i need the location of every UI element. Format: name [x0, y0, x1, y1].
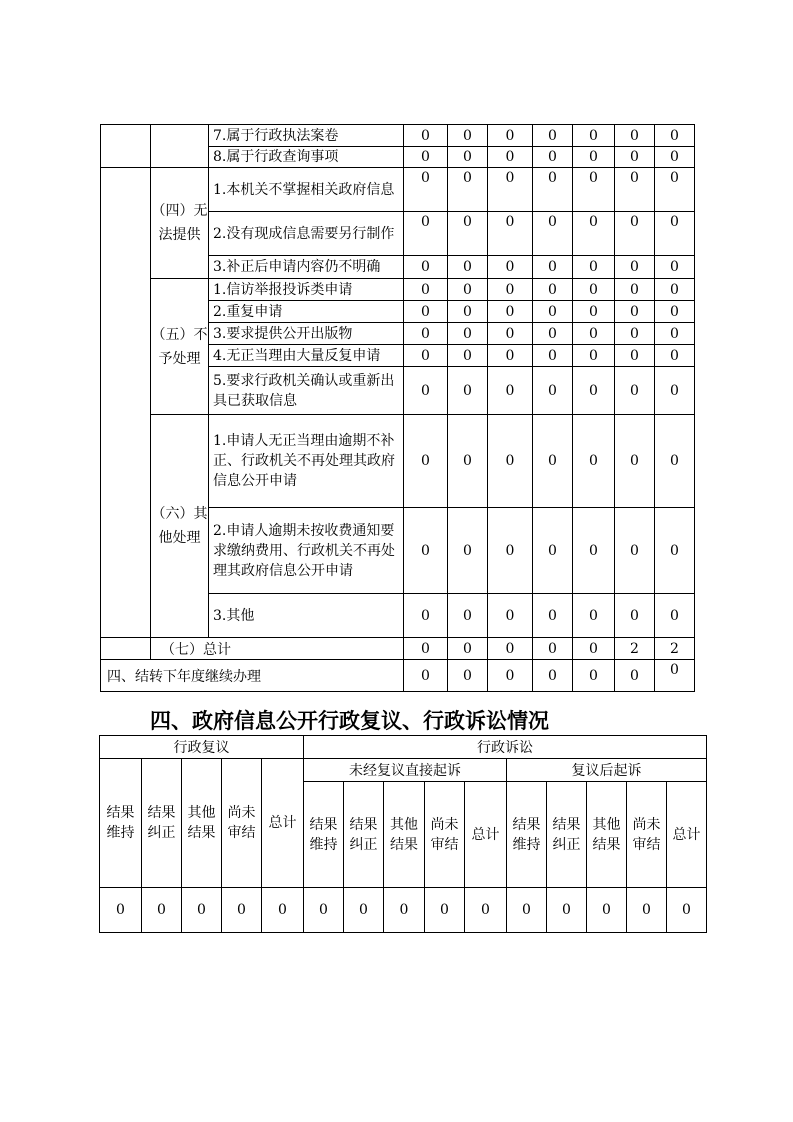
carryover-label: 四、结转下年度继续办理: [101, 660, 404, 692]
review-header: 行政复议: [100, 736, 304, 759]
value-cell: 0: [615, 367, 655, 415]
value-cell: 0: [404, 125, 448, 147]
value-cell: 0: [488, 345, 533, 367]
value-cell: 0: [404, 212, 448, 256]
value-cell: 0: [404, 301, 448, 323]
table-cell: 0: [627, 888, 667, 933]
item-label: 2.申请人逾期未按收费通知要求缴纳费用、行政机关不再处理其政府信息公开申请: [209, 508, 404, 594]
value-cell: 0: [533, 125, 573, 147]
after-col-label: 尚未审结: [632, 816, 661, 853]
item-label: 7.属于行政执法案卷: [209, 125, 404, 147]
carryover-value-cell: 0: [615, 660, 655, 692]
item-label: 3.要求提供公开出版物: [209, 323, 404, 345]
direct-col-header: [384, 782, 425, 888]
value-cell: 0: [488, 212, 533, 256]
value-cell: 0: [448, 256, 488, 279]
value-cell: 0: [655, 345, 695, 367]
value-cell: 0: [404, 508, 448, 594]
item-label: 5.要求行政机关确认或重新出具已获取信息: [209, 367, 404, 415]
total-value-cell: 0: [488, 638, 533, 660]
item-label: 1.本机关不掌握相关政府信息: [209, 168, 404, 212]
table-cell: 0: [262, 888, 304, 933]
value-cell: 0: [404, 594, 448, 638]
section-blank-cell: [101, 638, 151, 660]
value-cell: 0: [573, 367, 615, 415]
value-cell: 0: [615, 125, 655, 147]
after-col-label: 结果纠正: [552, 816, 581, 853]
after-col-header: [667, 782, 707, 888]
item-label: 2.重复申请: [209, 301, 404, 323]
direct-col-label: 总计: [471, 826, 500, 843]
item-label: 4.无正当理由大量反复申请: [209, 345, 404, 367]
value-cell: 0: [655, 415, 695, 508]
value-cell: 0: [488, 594, 533, 638]
after-review-header: 复议后起诉: [507, 759, 707, 782]
direct-col-label: 结果维持: [309, 816, 338, 853]
value-cell: 0: [573, 301, 615, 323]
after-col-label: 结果维持: [512, 816, 541, 853]
value-cell: 0: [573, 125, 615, 147]
review-col-header: [142, 759, 182, 888]
value-cell: 0: [488, 415, 533, 508]
statistics-table-continued: [100, 124, 695, 692]
item-label: 3.其他: [209, 594, 404, 638]
value-cell: 0: [404, 279, 448, 301]
section-title: 四、政府信息公开行政复议、行政诉讼情况: [150, 709, 549, 733]
value-cell: 0: [615, 415, 655, 508]
item-label: 1.申请人无正当理由逾期不补正、行政机关不再处理其政府信息公开申请: [209, 415, 404, 508]
value-cell: 0: [533, 594, 573, 638]
value-cell: 0: [615, 147, 655, 168]
after-col-header: [627, 782, 667, 888]
value-cell: 0: [448, 323, 488, 345]
table-cell: 0: [547, 888, 587, 933]
value-cell: 0: [533, 147, 573, 168]
value-cell: 0: [655, 125, 695, 147]
value-cell: 0: [573, 168, 615, 212]
value-cell: 0: [488, 147, 533, 168]
value-cell: 0: [655, 508, 695, 594]
direct-col-label: 其他结果: [390, 816, 418, 853]
review-col-label: 其他结果: [187, 805, 216, 841]
value-cell: 0: [488, 279, 533, 301]
category-blank-cell: [151, 125, 209, 168]
total-value-cell: 0: [533, 638, 573, 660]
carryover-value-cell: 0: [448, 660, 488, 692]
table-cell: 0: [384, 888, 425, 933]
direct-col-header: [304, 782, 344, 888]
carryover-value-cell: 0: [404, 660, 448, 692]
carryover-value-cell: 0: [655, 660, 695, 692]
value-cell: 0: [615, 256, 655, 279]
direct-col-header: [344, 782, 384, 888]
value-cell: 0: [448, 212, 488, 256]
review-col-header: [100, 759, 142, 888]
value-cell: 0: [655, 279, 695, 301]
value-cell: 0: [615, 279, 655, 301]
value-cell: 0: [488, 367, 533, 415]
value-cell: 0: [655, 323, 695, 345]
review-col-header: [222, 759, 262, 888]
item-label: 3.补正后申请内容仍不明确: [209, 256, 404, 279]
table-cell: 0: [142, 888, 182, 933]
value-cell: 0: [615, 212, 655, 256]
total-value-cell: 0: [448, 638, 488, 660]
after-col-header: [547, 782, 587, 888]
total-value-cell: 2: [615, 638, 655, 660]
after-col-header: [587, 782, 627, 888]
value-cell: 0: [533, 415, 573, 508]
direct-header: 未经复议直接起诉: [304, 759, 507, 782]
item-label: 1.信访举报投诉类申请: [209, 279, 404, 301]
value-cell: 0: [404, 415, 448, 508]
category-cell-4: （四）无法提供: [151, 168, 209, 279]
after-col-header: [507, 782, 547, 888]
review-col-label: 结果维持: [106, 805, 135, 841]
direct-col-label: 结果纠正: [349, 816, 378, 853]
value-cell: 0: [448, 415, 488, 508]
total-value-cell: 0: [573, 638, 615, 660]
category-cell-6: （六）其他处理: [151, 415, 209, 638]
value-cell: 0: [533, 323, 573, 345]
table-cell: 0: [465, 888, 507, 933]
review-col-label: 总计: [268, 815, 297, 831]
value-cell: 0: [573, 147, 615, 168]
value-cell: 0: [615, 168, 655, 212]
value-cell: 0: [573, 323, 615, 345]
value-cell: 0: [615, 323, 655, 345]
value-cell: 0: [404, 256, 448, 279]
value-cell: 0: [533, 168, 573, 212]
value-cell: 0: [533, 508, 573, 594]
table-cell: 0: [100, 888, 142, 933]
value-cell: 0: [448, 508, 488, 594]
table-cell: 0: [344, 888, 384, 933]
total-label: （七）总计: [151, 638, 404, 660]
table-cell: 0: [182, 888, 222, 933]
table-cell: 0: [587, 888, 627, 933]
value-cell: 0: [573, 256, 615, 279]
value-cell: 0: [488, 323, 533, 345]
item-label: 2.没有现成信息需要另行制作: [209, 212, 404, 256]
table-cell: 0: [507, 888, 547, 933]
value-cell: 0: [488, 168, 533, 212]
value-cell: 0: [448, 301, 488, 323]
review-litigation-table: [99, 735, 707, 933]
table-cell: 0: [304, 888, 344, 933]
direct-col-header: [465, 782, 507, 888]
value-cell: 0: [615, 594, 655, 638]
value-cell: 0: [533, 212, 573, 256]
value-cell: 0: [533, 301, 573, 323]
value-cell: 0: [573, 508, 615, 594]
value-cell: 0: [448, 594, 488, 638]
direct-col-label: 尚未审结: [430, 816, 459, 853]
after-col-label: 其他结果: [592, 816, 621, 853]
value-cell: 0: [655, 594, 695, 638]
value-cell: 0: [615, 508, 655, 594]
value-cell: 0: [448, 168, 488, 212]
value-cell: 0: [655, 301, 695, 323]
total-value-cell: 0: [404, 638, 448, 660]
value-cell: 0: [655, 212, 695, 256]
value-cell: 0: [573, 345, 615, 367]
value-cell: 0: [448, 279, 488, 301]
value-cell: 0: [615, 301, 655, 323]
value-cell: 0: [533, 345, 573, 367]
value-cell: 0: [448, 147, 488, 168]
value-cell: 0: [448, 125, 488, 147]
value-cell: 0: [615, 345, 655, 367]
value-cell: 0: [404, 345, 448, 367]
table-cell: 0: [667, 888, 707, 933]
carryover-value-cell: 0: [533, 660, 573, 692]
value-cell: 0: [655, 168, 695, 212]
total-value-cell: 2: [655, 638, 695, 660]
value-cell: 0: [488, 301, 533, 323]
review-col-label: 结果纠正: [147, 805, 176, 841]
value-cell: 0: [533, 256, 573, 279]
value-cell: 0: [655, 367, 695, 415]
direct-col-header: [425, 782, 465, 888]
litigation-header: 行政诉讼: [304, 736, 707, 759]
review-col-label: 尚未审结: [227, 805, 256, 841]
value-cell: 0: [448, 367, 488, 415]
table-cell: 0: [425, 888, 465, 933]
table-cell: 0: [222, 888, 262, 933]
value-cell: 0: [404, 147, 448, 168]
category-cell-5: （五）不予处理: [151, 279, 209, 415]
value-cell: 0: [404, 168, 448, 212]
section-blank-cell: [101, 125, 151, 168]
item-label: 8.属于行政查询事项: [209, 147, 404, 168]
value-cell: 0: [573, 212, 615, 256]
review-col-header: [182, 759, 222, 888]
review-col-header: [262, 759, 304, 888]
value-cell: 0: [448, 345, 488, 367]
value-cell: 0: [573, 279, 615, 301]
value-cell: 0: [655, 147, 695, 168]
value-cell: 0: [488, 256, 533, 279]
section-blank-cell: [101, 168, 151, 638]
carryover-value-cell: 0: [488, 660, 533, 692]
carryover-value-cell: 0: [573, 660, 615, 692]
value-cell: 0: [404, 323, 448, 345]
after-col-label: 总计: [672, 826, 701, 843]
value-cell: 0: [533, 279, 573, 301]
value-cell: 0: [655, 256, 695, 279]
value-cell: 0: [573, 415, 615, 508]
value-cell: 0: [404, 367, 448, 415]
value-cell: 0: [488, 508, 533, 594]
value-cell: 0: [573, 594, 615, 638]
value-cell: 0: [533, 367, 573, 415]
value-cell: 0: [488, 125, 533, 147]
